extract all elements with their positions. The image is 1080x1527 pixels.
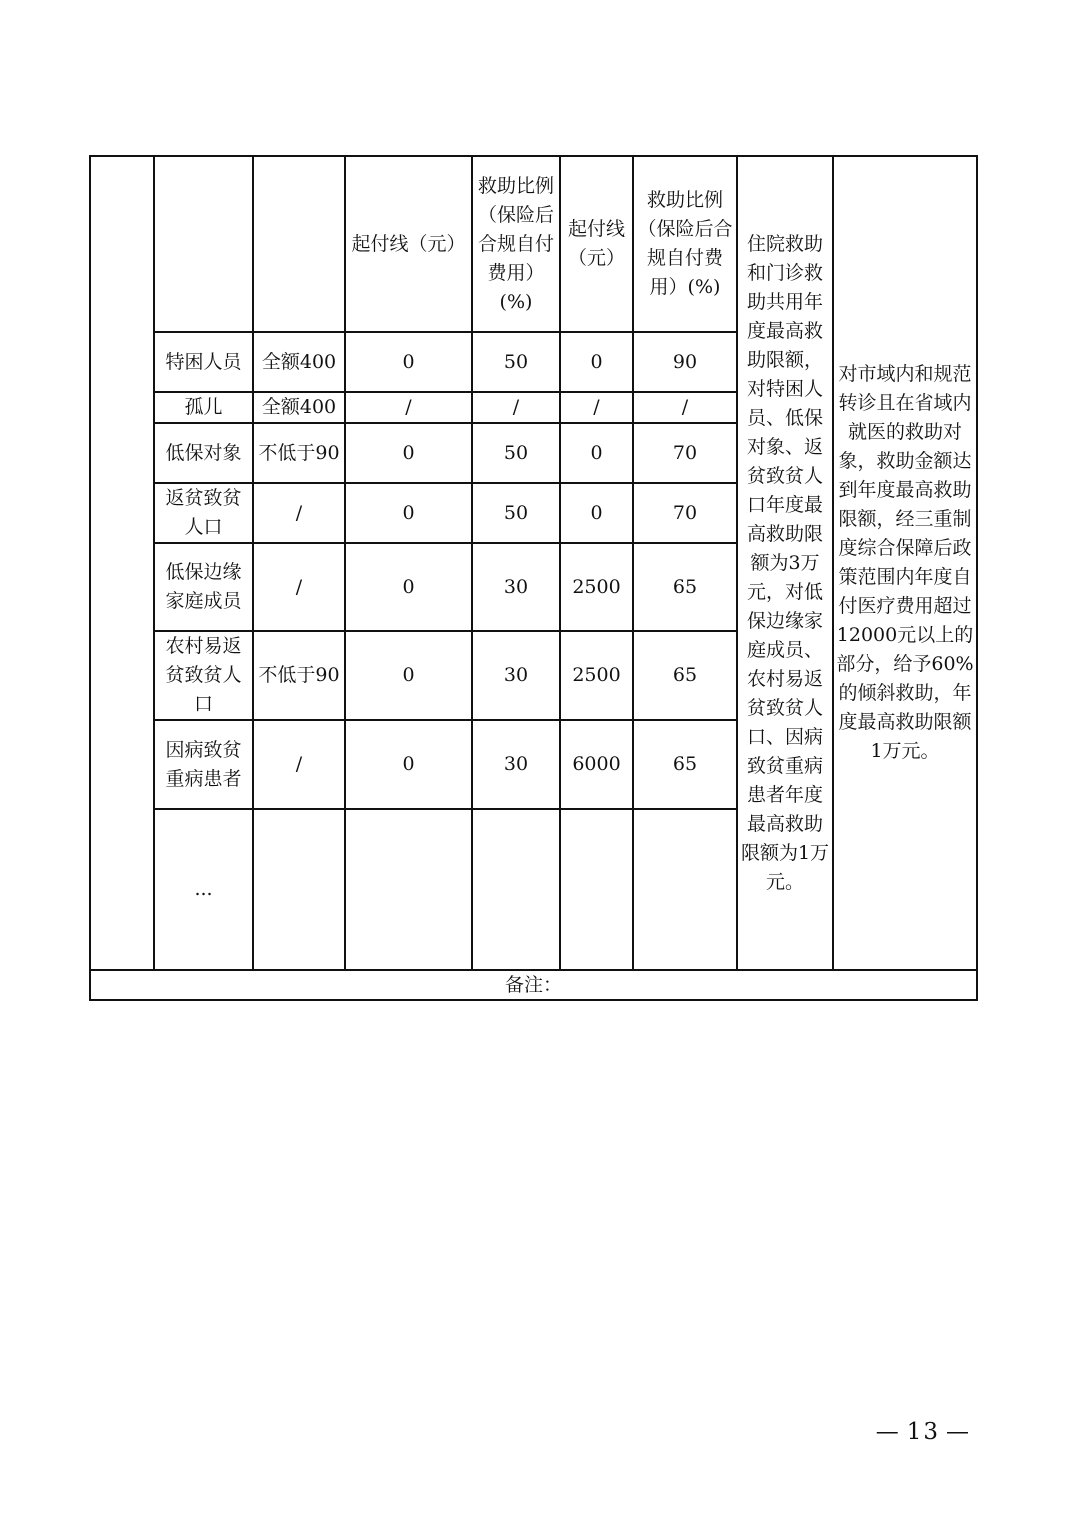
threshold-a-cell: 0 [345, 483, 472, 543]
header-ratio-a: 救助比例（保险后合规自付费用）(%) [472, 156, 560, 332]
subsidy-cell: / [253, 720, 345, 809]
header-cell-blank [154, 156, 253, 332]
ratio-b-cell: 70 [633, 423, 737, 483]
subsidy-cell [253, 809, 345, 970]
ratio-b-cell: 65 [633, 631, 737, 720]
threshold-b-cell: / [560, 392, 633, 423]
remarks-row [90, 970, 977, 1000]
table-header-row [90, 156, 977, 332]
ratio-a-cell: / [472, 392, 560, 423]
ratio-a-cell [472, 809, 560, 970]
subsidy-cell: 全额400 [253, 392, 345, 423]
subsidy-cell: / [253, 543, 345, 631]
threshold-b-cell [560, 809, 633, 970]
ratio-b-cell [633, 809, 737, 970]
threshold-a-cell: 0 [345, 631, 472, 720]
ratio-a-cell: 30 [472, 720, 560, 809]
group-cell: 低保对象 [154, 423, 253, 483]
threshold-b-cell: 6000 [560, 720, 633, 809]
ratio-b-cell: 65 [633, 720, 737, 809]
threshold-b-cell: 0 [560, 483, 633, 543]
blank-left-column [90, 156, 154, 970]
shared-cap-note: 住院救助和门诊救助共用年度最高救助限额，对特困人员、低保对象、返贫致贫人口年度最高救助限额为3万元，对低保边缘家庭成员、农村易返贫致贫人口、因病致贫重病患者年度最高救助限额为1万元。 [737, 156, 833, 970]
group-cell: 返贫致贫人口 [154, 483, 253, 543]
threshold-a-cell [345, 809, 472, 970]
ratio-a-cell: 30 [472, 543, 560, 631]
threshold-b-cell: 0 [560, 332, 633, 392]
threshold-a-cell: 0 [345, 332, 472, 392]
header-ratio-b: 救助比例（保险后合规自付费用）(%) [633, 156, 737, 332]
threshold-a-cell: 0 [345, 543, 472, 631]
medical-aid-table [89, 155, 978, 1001]
group-cell: 特困人员 [154, 332, 253, 392]
ratio-b-cell: 70 [633, 483, 737, 543]
header-threshold-a: 起付线（元） [345, 156, 472, 332]
threshold-a-cell: / [345, 392, 472, 423]
page-dash-left: — [875, 1419, 901, 1445]
threshold-b-cell: 2500 [560, 631, 633, 720]
threshold-b-cell: 0 [560, 423, 633, 483]
page-dash-right: — [946, 1419, 971, 1445]
ratio-b-cell: / [633, 392, 737, 423]
page-number-value: 13 [906, 1419, 940, 1445]
group-cell: 孤儿 [154, 392, 253, 423]
ratio-a-cell: 50 [472, 332, 560, 392]
ratio-b-cell: 65 [633, 543, 737, 631]
threshold-a-cell: 0 [345, 720, 472, 809]
subsidy-cell: 全额400 [253, 332, 345, 392]
header-cell-blank [253, 156, 345, 332]
ellipsis-cell: ... [154, 809, 253, 970]
ratio-b-cell: 90 [633, 332, 737, 392]
subsidy-cell: 不低于90 [253, 631, 345, 720]
ratio-a-cell: 50 [472, 423, 560, 483]
threshold-a-cell: 0 [345, 423, 472, 483]
group-cell: 低保边缘家庭成员 [154, 543, 253, 631]
subsidy-cell: / [253, 483, 345, 543]
page-number [870, 1419, 977, 1445]
header-threshold-b: 起付线（元） [560, 156, 633, 332]
threshold-b-cell: 2500 [560, 543, 633, 631]
remarks-label: 备注： [90, 970, 977, 1000]
subsidy-cell: 不低于90 [253, 423, 345, 483]
tilted-aid-note: 对市域内和规范转诊且在省域内就医的救助对象，救助金额达到年度最高救助限额，经三重制度综合保障后政策范围内年度自付医疗费用超过12000元以上的部分，给予60%的倾斜救助，年度最高救助限额1万元。 [833, 156, 977, 970]
ratio-a-cell: 50 [472, 483, 560, 543]
group-cell: 农村易返贫致贫人口 [154, 631, 253, 720]
group-cell: 因病致贫重病患者 [154, 720, 253, 809]
ratio-a-cell: 30 [472, 631, 560, 720]
